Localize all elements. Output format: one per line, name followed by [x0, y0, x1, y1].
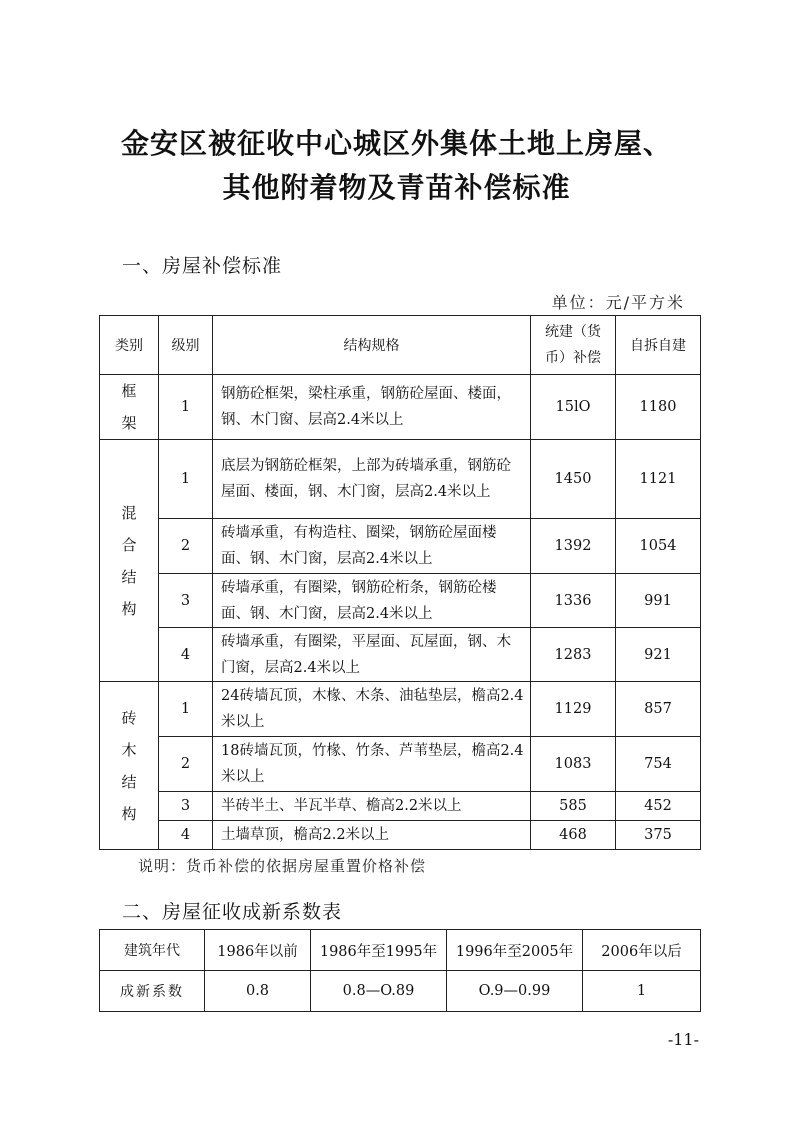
header-period: 1986年以前	[205, 930, 311, 971]
section-2-heading: 二、房屋征收成新系数表	[122, 901, 343, 923]
document-title-line-1: 金安区被征收中心城区外集体土地上房屋、	[120, 127, 672, 160]
table-row	[100, 737, 701, 792]
self-build-cell: 452	[616, 792, 701, 821]
table-header-row	[100, 930, 701, 971]
category-char: 木	[121, 740, 137, 759]
self-build-cell: 1121	[616, 440, 701, 519]
row-label-coefficient: 成新系数	[100, 971, 205, 1012]
table-row	[100, 440, 701, 519]
house-compensation-table	[99, 315, 701, 850]
unified-cell: 1283	[531, 628, 616, 682]
section-1-heading: 一、房屋补偿标准	[122, 255, 283, 277]
table-row	[100, 821, 701, 850]
spec-cell: 砖墙承重，有圈梁，钢筋砼桁条，钢筋砼楼面、钢、木门窗，层高2.4米以上	[213, 574, 531, 628]
category-mixed	[100, 440, 159, 682]
category-char: 合	[121, 535, 137, 554]
unified-cell: 1450	[531, 440, 616, 519]
header-period: 1986年至1995年	[311, 930, 447, 971]
table-row	[100, 971, 701, 1012]
self-build-cell: 1180	[616, 375, 701, 440]
document-title-line-2: 其他附着物及青苗补偿标准	[222, 171, 571, 204]
table-row	[100, 375, 701, 440]
coefficient-cell: 0.8—O.89	[311, 971, 447, 1012]
table-row	[100, 519, 701, 574]
header-grade: 级别	[159, 316, 213, 375]
coefficient-cell: O.9—0.99	[447, 971, 583, 1012]
category-char: 构	[121, 599, 137, 618]
unified-cell: 585	[531, 792, 616, 821]
coefficient-cell: 0.8	[205, 971, 311, 1012]
spec-cell: 砖墙承重，有圈梁，平屋面、瓦屋面，钢、木门窗，层高2.4米以上	[213, 628, 531, 682]
table-row	[100, 628, 701, 682]
spec-cell: 半砖半土、半瓦半草、檐高2.2米以上	[213, 792, 531, 821]
header-structure-spec: 结构规格	[213, 316, 531, 375]
spec-cell: 钢筋砼框架，梁柱承重，钢筋砼屋面、楼面，钢、木门窗、层高2.4米以上	[213, 375, 531, 440]
unified-cell: 1392	[531, 519, 616, 574]
unified-cell: 1336	[531, 574, 616, 628]
self-build-cell: 921	[616, 628, 701, 682]
category-char: 砖	[121, 708, 137, 727]
grade-cell: 4	[159, 628, 213, 682]
category-char: 结	[121, 567, 137, 586]
grade-cell: 3	[159, 574, 213, 628]
category-char: 混	[121, 503, 137, 522]
header-unified-compensation: 统建（货币）补偿	[531, 316, 616, 375]
grade-cell: 2	[159, 519, 213, 574]
grade-cell: 2	[159, 737, 213, 792]
grade-cell: 3	[159, 792, 213, 821]
table-header-row	[100, 316, 701, 375]
unified-cell: 1129	[531, 682, 616, 737]
table-row	[100, 792, 701, 821]
unified-cell: 1083	[531, 737, 616, 792]
grade-cell: 1	[159, 440, 213, 519]
self-build-cell: 375	[616, 821, 701, 850]
unit-label: 单位：元/平方米	[551, 293, 685, 312]
spec-cell: 24砖墙瓦顶，木椽、木条、油毡垫层，檐高2.4米以上	[213, 682, 531, 737]
header-period: 2006年以后	[583, 930, 701, 971]
header-self-build: 自拆自建	[616, 316, 701, 375]
header-period: 1996年至2005年	[447, 930, 583, 971]
spec-cell: 18砖墙瓦顶，竹椽、竹条、芦苇垫层，檐高2.4米以上	[213, 737, 531, 792]
spec-cell: 土墙草顶，檐高2.2米以上	[213, 821, 531, 850]
grade-cell: 1	[159, 682, 213, 737]
spec-cell: 底层为钢筋砼框架，上部为砖墙承重，钢筋砼屋面、楼面，钢、木门窗，层高2.4米以上	[213, 440, 531, 519]
unified-cell: 15lO	[531, 375, 616, 440]
category-brick-wood	[100, 682, 159, 850]
category-char: 构	[121, 804, 137, 823]
self-build-cell: 754	[616, 737, 701, 792]
depreciation-coefficient-table	[99, 929, 701, 1012]
coefficient-cell: 1	[583, 971, 701, 1012]
category-char: 架	[121, 414, 137, 432]
spec-cell: 砖墙承重，有构造柱、圈梁，钢筋砼屋面楼面、钢、木门窗，层高2.4米以上	[213, 519, 531, 574]
table-row	[100, 574, 701, 628]
category-char: 框	[121, 382, 137, 400]
self-build-cell: 1054	[616, 519, 701, 574]
self-build-cell: 991	[616, 574, 701, 628]
compensation-note: 说明：货币补偿的依据房屋重置价格补偿	[138, 857, 427, 875]
self-build-cell: 857	[616, 682, 701, 737]
header-build-year: 建筑年代	[100, 930, 205, 971]
category-frame	[100, 375, 159, 440]
table-row	[100, 682, 701, 737]
category-char: 结	[121, 772, 137, 791]
grade-cell: 1	[159, 375, 213, 440]
grade-cell: 4	[159, 821, 213, 850]
page-number: -11-	[667, 1030, 699, 1049]
unified-cell: 468	[531, 821, 616, 850]
header-category: 类别	[100, 316, 159, 375]
